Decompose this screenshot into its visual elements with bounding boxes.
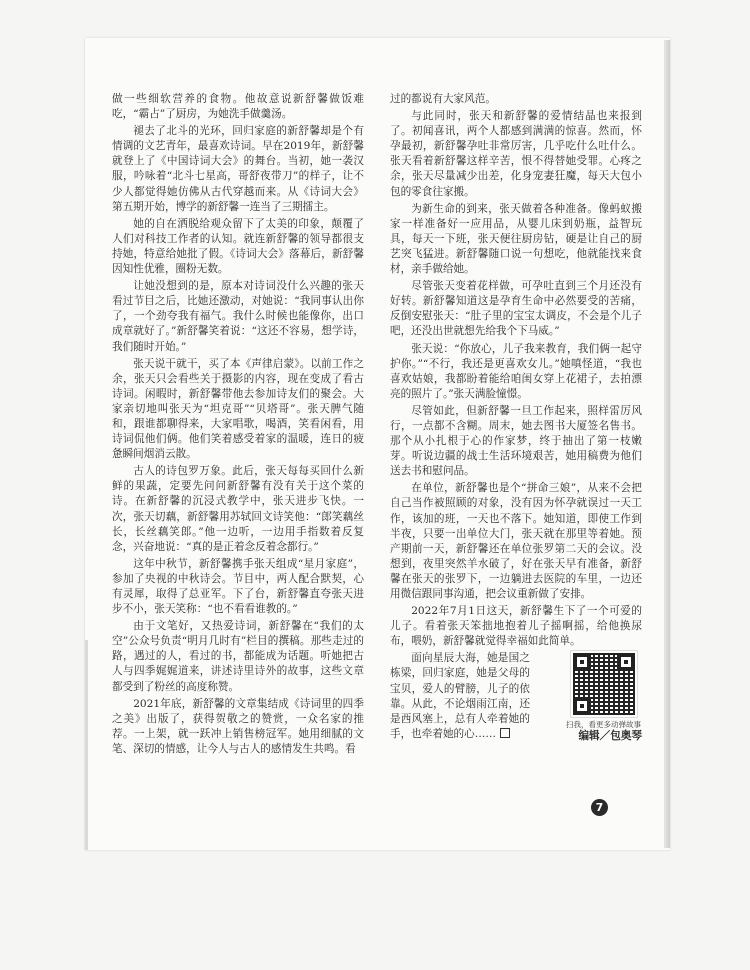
qr-block[interactable] [566, 651, 641, 730]
paragraph: 过的都说有大家风范。 [390, 93, 496, 105]
qr-code-icon[interactable] [571, 651, 637, 717]
page-edge-shadow-left [85, 640, 88, 850]
right-column [390, 92, 642, 746]
paragraph: 2022年7月1日这天，新舒馨生下了一个可爱的儿子。看着张天笨拙地抱着儿子摇啊摇，给他换尿布，喂奶，新舒馨就觉得幸福如此简单。 [390, 605, 642, 648]
closing-section [390, 651, 642, 744]
editor-credit: 编辑／包奥琴 [578, 729, 642, 742]
paragraph: 这年中秋节，新舒馨携手张天组成“星月家庭”，参加了央视的中秋诗会。节目中，两人配合默契，心有灵犀，取得了总亚军。下了台，新舒馨直夸张天进步不小，张天笑称：“也不看看谁教的。” [112, 557, 364, 616]
paragraph: 她的自在洒脱给观众留下了太美的印象，颠覆了人们对科技工作者的认知。就连新舒馨的领导都很支持她，特意给她批了假。《诗词大会》落幕后，新舒馨因知性优雅，圈粉无数。 [112, 217, 364, 276]
paragraph: 褪去了北斗的光环，回归家庭的新舒馨却是个有情调的文艺青年，最喜欢诗词。早在2019年，新舒馨就登上了《中国诗词大会》的舞台。当初，她一袭汉服，吟咏着“北斗七星高，哥舒夜带刀”的样子，让不少人都觉得她仿佛从古代穿越而来。从《诗词大会》第五期开始，博学的新舒馨一连当了三期擂主。 [112, 125, 364, 213]
closing-text: 面向星辰大海，她是国之栋梁，回归家庭，她是父母的宝贝，爱人的臂膀，儿子的依靠。从此，不论烟雨江南，还是西风塞上，总有人牵着她的手，也牵着她的心…… [390, 652, 530, 740]
paragraph: 为新生命的到来，张天做着各种准备。像蚂蚁搬家一样准备好一应用品，从婴儿床到奶瓶，益智玩具，每天一下班，张天便往厨房钻，硬是让自己的厨艺突飞猛进。新舒馨随口说一句想吃，他就能找来食材，亲手做给她。 [390, 202, 642, 276]
paragraph: 尽管张天变着花样做，可孕吐直到三个月还没有好转。新舒馨知道这是孕育生命中必然要受的苦痛，反倒安慰张天：“肚子里的宝宝太调皮，不会是个儿子吧，还没出世就想先给我个下马威。” [390, 280, 642, 338]
qr-finder-icon [575, 699, 589, 713]
paragraph: 张天说：“你放心，儿子我来教育，我们俩一起守护你。”“不行，我还是更喜欢女儿。”她嗔怪道，“我也喜欢姑娘，我都盼着能给咱闺女穿上花裙子，去拍漂亮的照片了。”张天满脸憧憬。 [390, 342, 642, 400]
paragraph: 做一些细软营养的食物。他故意说新舒馨做饭难吃，“霸占”了厨房，为她洗手做羹汤。 [112, 93, 364, 121]
paragraph: 与此同时，张天和新舒馨的爱情结晶也来报到了。初闻喜讯，两个人都感到满满的惊喜。然而，怀孕最初，新舒馨孕吐非常厉害，几乎吃什么吐什么。张天看着新舒馨这样辛苦，恨不得替她受罪。心疼之余，张天尽量减少出差，化身宠妻狂魔，每天大包小包的零食往家搬。 [390, 110, 642, 198]
paragraph: 让她没想到的是，原本对诗词没什么兴趣的张天看过节目之后，比她还激动，对她说：“我同事认出你了，一个劲夸我有福气。我什么时候也能像你，出口成章就好了。”新舒馨笑着说：“这还不容易，想学诗，我们随时开始。” [112, 280, 364, 353]
left-column [112, 92, 364, 759]
paragraph: 尽管如此，但新舒馨一旦工作起来，照样雷厉风行，一点都不含糊。周末，她去图书大厦签名售书。那个从小扎根于心的作家梦，终于抽出了第一枝嫩芽。听说边疆的战士生活环境艰苦，她用稿费为他们送去书和慰问品。 [390, 404, 642, 478]
paragraph: 在单位，新舒馨也是个“拼命三娘”，从来不会把自己当作被照顾的对象，没有因为怀孕就误过一天工作，该加的班，一天也不落下。她知道，即使工作到半夜，只要一出单位大门，张天就在那里等着她。预产期前一天，新舒馨还在单位张罗第二天的会议。没想到，夜里突然羊水破了，好在张天早有准备，新舒馨在张天的张罗下，一边躺进去医院的车里，一边还用微信跟同事沟通，把会议重新做了安排。 [390, 482, 642, 600]
paragraph: 古人的诗包罗万象。此后，张天每每买回什么新鲜的果蔬，定要先问问新舒馨有没有关于这个菜的诗。在新舒馨的沉浸式教学中，张天进步飞快。一次，张天切藕，新舒馨用苏轼回文诗笑他：“郎笑藕丝长，长丝藕笑郎。”他一边听，一边用手指数着反复念，兴奋地说：“真的是正着念反着念都行。” [112, 465, 364, 553]
qr-finder-icon [575, 655, 589, 669]
paragraph: 张天说干就干，买了本《声律启蒙》。以前工作之余，张天只会看些关于摄影的内容，现在变成了看古诗词。闲暇时，新舒馨带他去参加诗友们的聚会。大家亲切地叫张天为“坦克哥”“贝塔哥”。张天脾气随和，跟谁都聊得来，大家唱歌，喝酒，笑看闲看，用诗词侃他们俩。他们笑着感受着家的温暖，连日的疲惫瞬间烟消云散。 [112, 357, 364, 461]
page-edge-shadow [664, 40, 670, 848]
qr-caption: 扫我，看更多动弹故事 [566, 720, 641, 730]
paragraph: 2021年底，新舒馨的文章集结成《诗词里的四季之美》出版了，获得贺敬之的赞赏，一众名家的推荐。一上架，就一跃冲上销售榜冠军。她用细腻的文笔、深切的情感，让今人与古人的感情发生共鸣。看 [112, 697, 364, 755]
end-mark-icon [500, 728, 510, 738]
page-number: 7 [591, 799, 608, 816]
qr-finder-icon [619, 655, 633, 669]
paragraph: 由于文笔好，又热爱诗词，新舒馨在“我们的太空”公众号负责“明月几时有”栏目的撰稿。那些走过的路，遇过的人，看过的书，都能成为话题。听她把古人与四季娓娓道来，讲述诗里诗外的故事，这些文章都受到了粉丝的高度称赞。 [112, 620, 364, 693]
